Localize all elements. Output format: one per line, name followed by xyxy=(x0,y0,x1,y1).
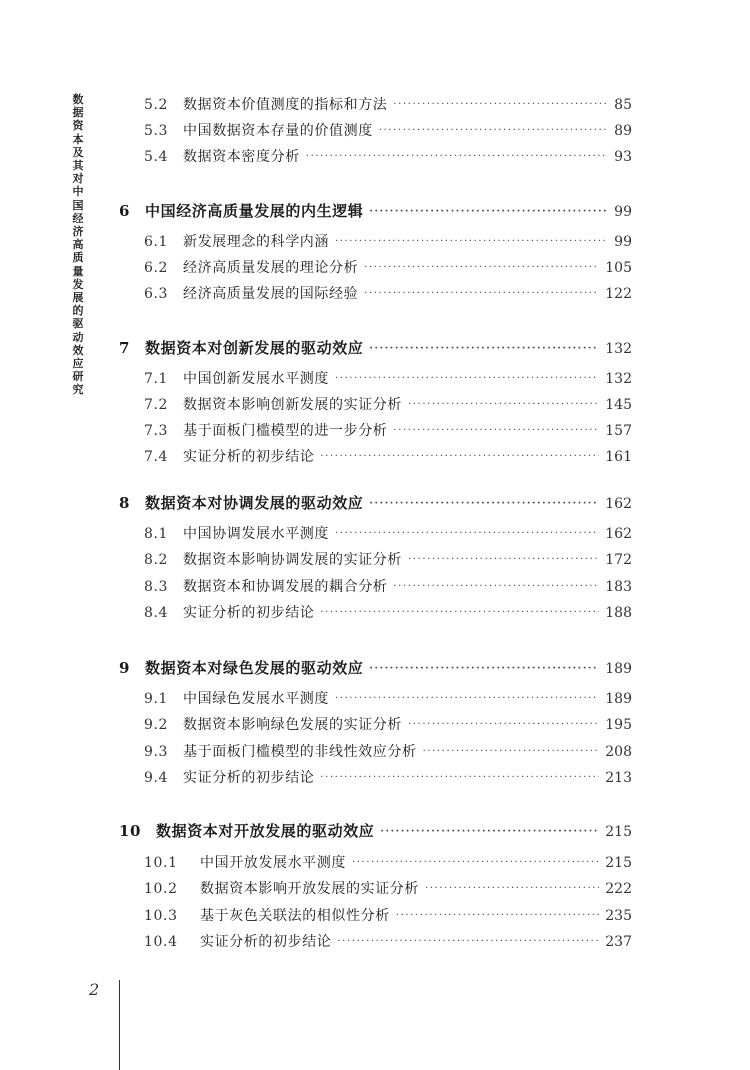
page-ref: 161 xyxy=(605,449,632,465)
section-number: 7.4 xyxy=(144,449,169,465)
section-number: 10.4 xyxy=(144,934,178,950)
section-number: 8.4 xyxy=(144,605,169,621)
chapter-title: 数据资本对绿色发展的驱动效应 xyxy=(145,659,364,677)
dot-leader xyxy=(393,425,599,436)
section-title: 数据资本密度分析 xyxy=(183,149,300,165)
page-ref: 213 xyxy=(605,770,632,786)
dot-leader xyxy=(337,936,599,947)
section-number: 7.2 xyxy=(144,397,169,413)
section-number: 9.4 xyxy=(144,770,169,786)
dot-leader xyxy=(306,151,608,162)
section-title: 实证分析的初步结论 xyxy=(183,449,315,465)
page-ref: 122 xyxy=(605,286,632,302)
section-title: 新发展理念的科学内涵 xyxy=(183,234,329,250)
toc-section-row[interactable] xyxy=(144,576,632,598)
page-ref: 162 xyxy=(605,496,632,512)
page-ref: 237 xyxy=(605,934,632,950)
page-ref: 105 xyxy=(605,260,632,276)
section-title: 实证分析的初步结论 xyxy=(183,605,315,621)
toc-section-row[interactable] xyxy=(144,257,632,279)
chapter-number: 8 xyxy=(119,494,131,512)
page-ref: 235 xyxy=(605,908,632,924)
chapter-title: 中国经济高质量发展的内生逻辑 xyxy=(145,202,364,220)
section-title: 实证分析的初步结论 xyxy=(200,934,332,950)
dot-leader xyxy=(408,399,599,410)
toc-section-row[interactable] xyxy=(144,852,632,874)
page-ref: 145 xyxy=(605,397,632,413)
toc-section-row[interactable] xyxy=(144,394,632,416)
section-number: 8.1 xyxy=(144,526,169,542)
page-ref: 183 xyxy=(605,579,632,595)
page-ref: 99 xyxy=(614,234,632,250)
dot-leader xyxy=(408,719,599,730)
dot-leader xyxy=(369,206,608,217)
dot-leader xyxy=(364,288,599,299)
page-ref: 208 xyxy=(605,744,632,760)
dot-leader xyxy=(364,262,599,273)
dot-leader xyxy=(320,772,599,783)
section-title: 数据资本和协调发展的耦合分析 xyxy=(183,579,388,595)
section-number: 7.1 xyxy=(144,371,169,387)
dot-leader xyxy=(335,236,608,247)
page-ref: 157 xyxy=(605,423,632,439)
chapter-number: 9 xyxy=(119,659,131,677)
dot-leader xyxy=(369,498,599,509)
page-ref: 189 xyxy=(605,691,632,707)
page-ref: 189 xyxy=(605,661,632,677)
dot-leader xyxy=(335,528,599,539)
section-title: 中国协调发展水平测度 xyxy=(183,526,329,542)
dot-leader xyxy=(369,663,599,674)
chapter-title: 数据资本对开放发展的驱动效应 xyxy=(156,822,375,840)
toc-chapter-row[interactable] xyxy=(119,337,632,359)
section-title: 数据资本影响开放发展的实证分析 xyxy=(200,881,419,897)
section-title: 数据资本价值测度的指标和方法 xyxy=(183,97,388,113)
toc-chapter-row[interactable] xyxy=(119,820,632,842)
toc-section-row[interactable] xyxy=(144,420,632,442)
page-ref: 195 xyxy=(605,717,632,733)
toc-section-row[interactable] xyxy=(144,231,632,253)
dot-leader xyxy=(408,554,599,565)
page-ref: 215 xyxy=(605,855,632,871)
section-number: 8.3 xyxy=(144,579,169,595)
section-title: 实证分析的初步结论 xyxy=(183,770,315,786)
toc-section-row[interactable] xyxy=(144,714,632,736)
section-title: 基于灰色关联法的相似性分析 xyxy=(200,908,390,924)
section-title: 数据资本影响创新发展的实证分析 xyxy=(183,397,402,413)
section-number: 10.3 xyxy=(144,908,178,924)
dot-leader xyxy=(335,373,599,384)
dot-leader xyxy=(379,125,608,136)
section-title: 中国绿色发展水平测度 xyxy=(183,691,329,707)
dot-leader xyxy=(352,857,599,868)
section-title: 中国数据资本存量的价值测度 xyxy=(183,123,373,139)
dot-leader xyxy=(320,451,599,462)
section-title: 中国创新发展水平测度 xyxy=(183,371,329,387)
page-ref: 93 xyxy=(614,149,632,165)
toc-section-row[interactable] xyxy=(144,741,632,763)
section-number: 6.3 xyxy=(144,286,169,302)
section-title: 数据资本影响协调发展的实证分析 xyxy=(183,552,402,568)
section-title: 基于面板门槛模型的非线性效应分析 xyxy=(183,744,417,760)
dot-leader xyxy=(423,746,600,757)
dot-leader xyxy=(393,581,599,592)
section-number: 7.3 xyxy=(144,423,169,439)
toc-section-row[interactable] xyxy=(144,767,632,789)
toc-section-row[interactable] xyxy=(144,878,632,900)
toc-section-row[interactable] xyxy=(144,94,632,116)
section-number: 5.2 xyxy=(144,97,169,113)
toc-section-row[interactable] xyxy=(144,602,632,624)
section-number: 6.2 xyxy=(144,260,169,276)
toc-section-row[interactable] xyxy=(144,146,632,168)
page-ref: 188 xyxy=(605,605,632,621)
page-ref: 132 xyxy=(605,341,632,357)
page-ref: 222 xyxy=(605,881,632,897)
section-title: 基于面板门槛模型的进一步分析 xyxy=(183,423,388,439)
dot-leader xyxy=(335,693,599,704)
section-number: 5.3 xyxy=(144,123,169,139)
section-number: 8.2 xyxy=(144,552,169,568)
toc-section-row[interactable] xyxy=(144,368,632,390)
toc-chapter-row[interactable] xyxy=(119,200,632,222)
chapter-title: 数据资本对协调发展的驱动效应 xyxy=(145,494,364,512)
toc-section-row[interactable] xyxy=(144,688,632,710)
toc-section-row[interactable] xyxy=(144,446,632,468)
chapter-number: 6 xyxy=(119,202,131,220)
toc-section-row[interactable] xyxy=(144,120,632,142)
dot-leader xyxy=(380,826,599,837)
section-number: 10.2 xyxy=(144,881,178,897)
section-number: 9.2 xyxy=(144,717,169,733)
section-title: 中国开放发展水平测度 xyxy=(200,855,346,871)
page-ref: 162 xyxy=(605,526,632,542)
toc-section-row[interactable] xyxy=(144,931,632,953)
section-title: 经济高质量发展的理论分析 xyxy=(183,260,359,276)
page-ref: 172 xyxy=(605,552,632,568)
page-ref: 85 xyxy=(614,97,632,113)
dot-leader xyxy=(396,910,599,921)
dot-leader xyxy=(393,99,608,110)
page-ref: 215 xyxy=(605,824,632,840)
toc-section-row[interactable] xyxy=(144,523,632,545)
toc-section-row[interactable] xyxy=(144,905,632,927)
page-ref: 132 xyxy=(605,371,632,387)
dot-leader xyxy=(369,343,599,354)
section-number: 9.3 xyxy=(144,744,169,760)
toc-section-row[interactable] xyxy=(144,549,632,571)
spine-book-title: 数据资本及其对中国经济高质量发展的驱动效应研究 xyxy=(72,93,84,397)
section-title: 经济高质量发展的国际经验 xyxy=(183,286,359,302)
chapter-title: 数据资本对创新发展的驱动效应 xyxy=(145,339,364,357)
dot-leader xyxy=(320,607,599,618)
toc-section-row[interactable] xyxy=(144,283,632,305)
toc-chapter-row[interactable] xyxy=(119,657,632,679)
chapter-number: 10 xyxy=(119,822,142,840)
section-number: 5.4 xyxy=(144,149,169,165)
page-ref: 99 xyxy=(614,204,632,220)
chapter-number: 7 xyxy=(119,339,131,357)
page-ref: 89 xyxy=(614,123,632,139)
section-number: 6.1 xyxy=(144,234,169,250)
dot-leader xyxy=(425,883,599,894)
toc-chapter-row[interactable] xyxy=(119,492,632,514)
section-number: 9.1 xyxy=(144,691,169,707)
footer-rule xyxy=(119,980,120,1070)
section-title: 数据资本影响绿色发展的实证分析 xyxy=(183,717,402,733)
section-number: 10.1 xyxy=(144,855,178,871)
page-number: 2 xyxy=(89,980,100,999)
